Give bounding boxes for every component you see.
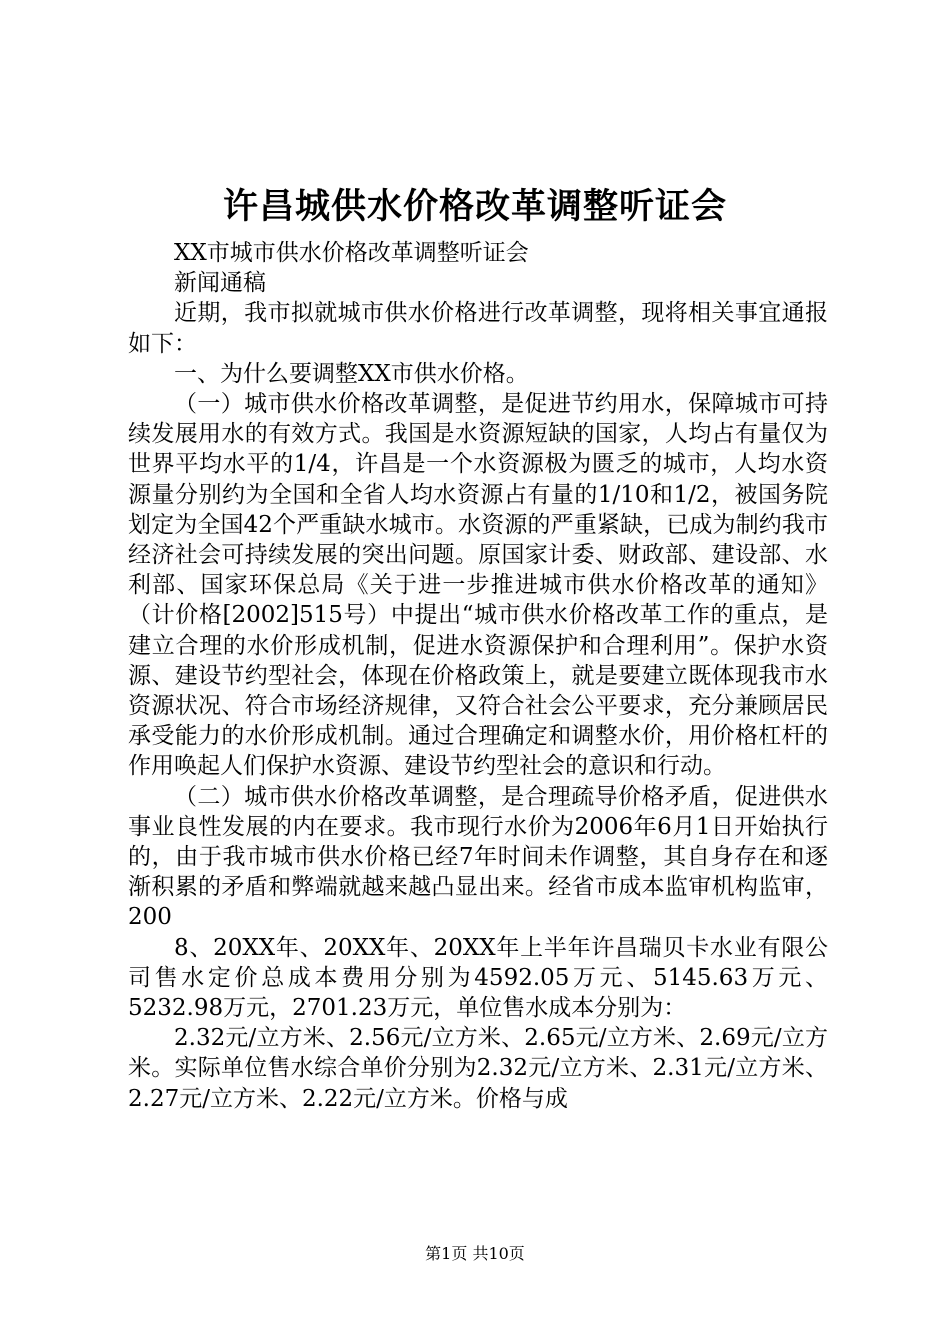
- paragraph-press-release: 新闻通稿: [174, 270, 266, 297]
- paragraph-subtitle: XX市城市供水价格改革调整听证会: [174, 240, 529, 266]
- document-body: [128, 238, 828, 1114]
- paragraph-intro: 近期，我市拟就城市供水价格进行改革调整，现将相关事宜通报如下：: [128, 300, 828, 357]
- paragraph-unit-prices: 2.32元/立方米、2.56元/立方米、2.65元/立方米、2.69元/立方米。实际单位售水综合单价分别为2.32元/立方米、2.31元/立方米、2.27元/立方米、2.22元/立方米。价格与成: [128, 1025, 828, 1112]
- paragraph-cost-figures: 8、20XX年、20XX年、20XX年上半年许昌瑞贝卡水业有限公司售水定价总成本费用分别为4592.05万元、5145.63万元、5232.98万元，2701.23万元，单位售水成本分别为：: [128, 934, 828, 1022]
- paragraph-section-1-2: （二）城市供水价格改革调整，是合理疏导价格矛盾，促进供水事业良性发展的内在要求。我市现行水价为2006年6月1日开始执行的，由于我市城市供水价格已经7年时间未作调整，其自身存在和逐渐积累的矛盾和弊端就越来越凸显出来。经省市成本监审机构监审，200: [128, 783, 828, 931]
- page-number: 第1页 共10页: [425, 1244, 525, 1263]
- document-title: 许昌城供水价格改革调整听证会: [222, 186, 727, 227]
- paragraph-section-1-1: （一）城市供水价格改革调整，是促进节约用水，保障城市可持续发展用水的有效方式。我国是水资源短缺的国家，人均占有量仅为世界平均水平的1/4，许昌是一个水资源极为匮乏的城市，人均水资源量分别约为全国和全省人均水资源占有量的1/10和1/2，被国务院划定为全国42个严重缺水城市。水资源的严重紧缺，已成为制约我市经济社会可持续发展的突出问题。原国家计委、财政部、建设部、水利部、国家环保总局《关于进一步推进城市供水价格改革的通知》（计价格[2002]515号）中提出“城市供水价格改革工作的重点，是建立合理的水价形成机制，促进水资源保护和合理利用”。保护水资源、建设节约型社会，体现在价格政策上，就是要建立既体现我市水资源状况、符合市场经济规律，又符合社会公平要求，充分兼顾居民承受能力的水价形成机制。通过合理确定和调整水价，用价格杠杆的作用唤起人们保护水资源、建设节约型社会的意识和行动。: [128, 391, 828, 780]
- section-heading-1: 一、为什么要调整XX市供水价格。: [174, 360, 529, 387]
